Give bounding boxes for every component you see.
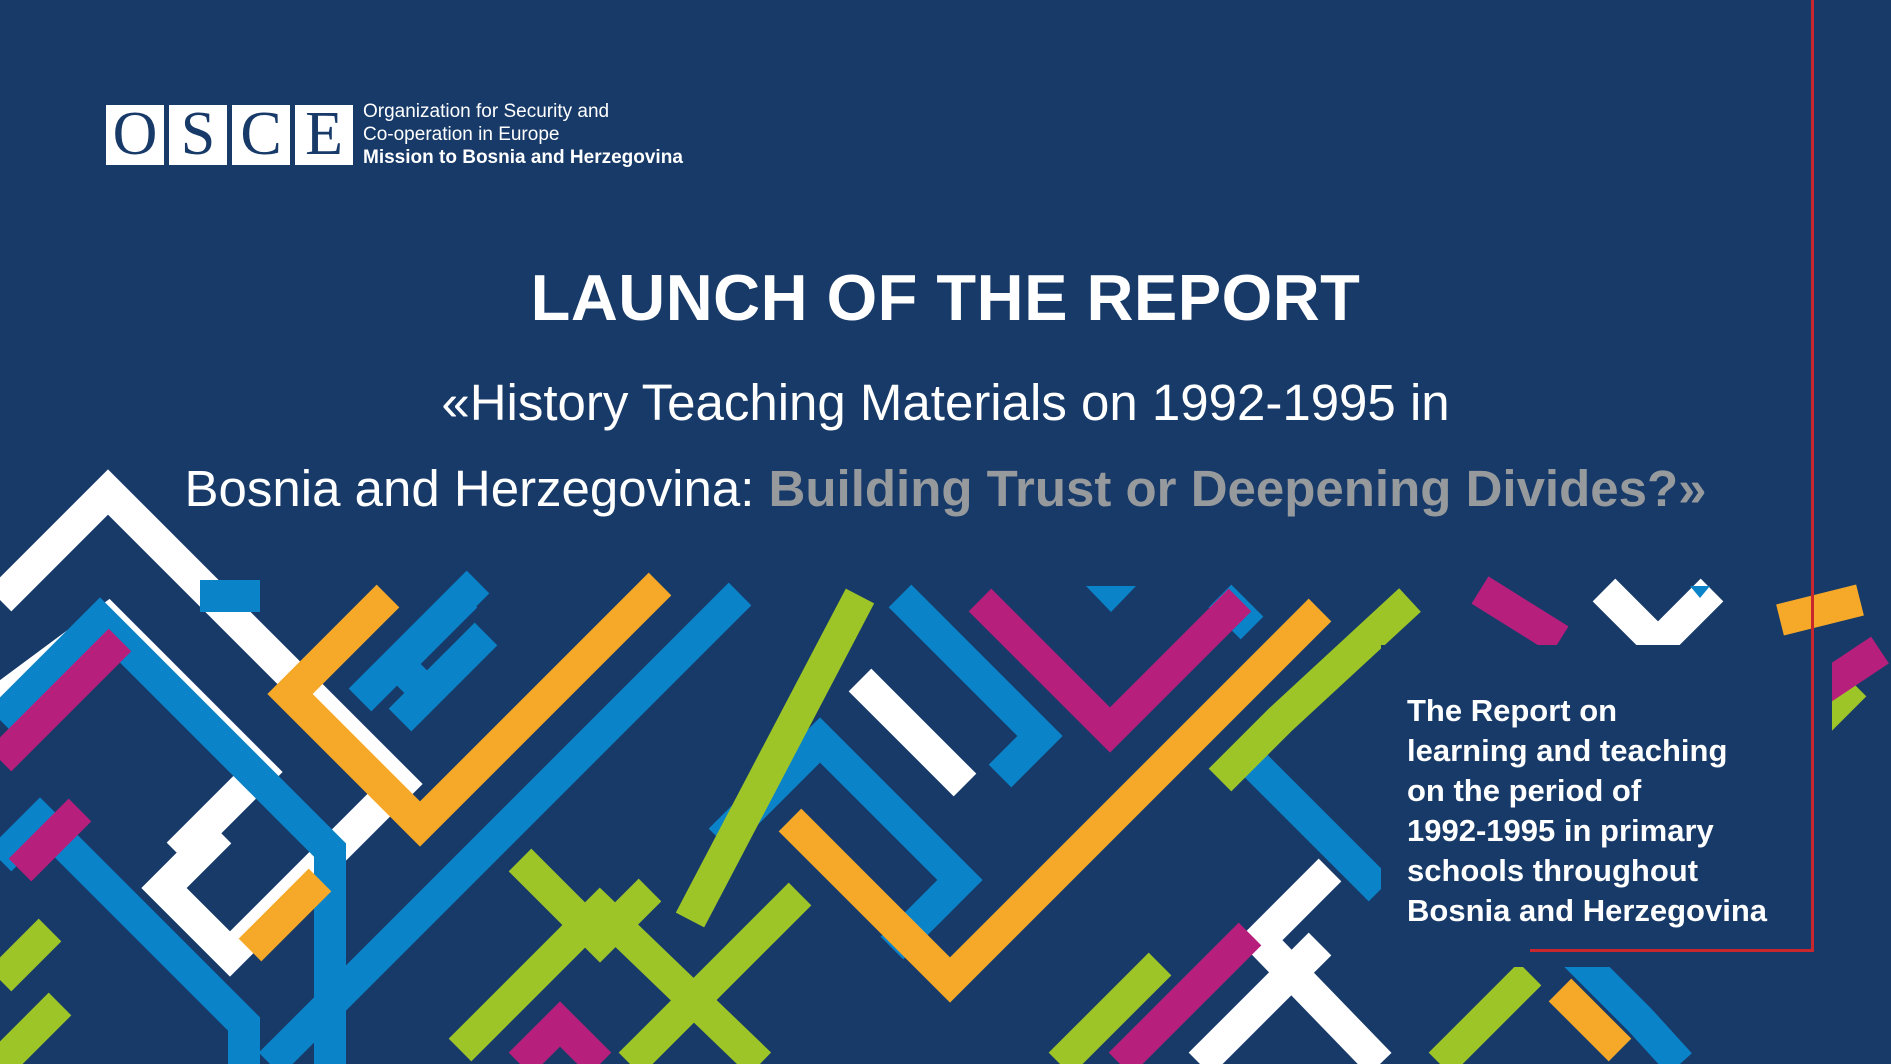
report-description-box bbox=[1381, 645, 1832, 967]
logo-letter-o: O bbox=[106, 105, 164, 165]
red-frame-vertical bbox=[1811, 0, 1814, 952]
osce-logo bbox=[106, 100, 683, 169]
maze-stroke-orange bbox=[290, 584, 660, 824]
report-title-line2-plain: Bosnia and Herzegovina: bbox=[184, 460, 769, 517]
description-line: Bosnia and Herzegovina bbox=[1407, 893, 1768, 928]
report-title-line1: «History Teaching Materials on 1992-1995 in bbox=[441, 374, 1450, 431]
logo-text bbox=[363, 100, 683, 169]
maze-stroke-green bbox=[1440, 974, 1530, 1064]
maze-stroke-green bbox=[0, 930, 50, 980]
page-title: LAUNCH OF THE REPORT bbox=[530, 261, 1361, 334]
description-line: The Report on bbox=[1407, 693, 1618, 728]
report-description bbox=[1407, 691, 1827, 931]
mission-name: Mission to Bosnia and Herzegovina bbox=[363, 147, 683, 168]
maze-stroke-magenta bbox=[1480, 590, 1560, 640]
report-title-line2 bbox=[0, 457, 1891, 521]
description-line: learning and teaching bbox=[1407, 733, 1728, 768]
org-name-line1: Organization for Security and bbox=[363, 101, 610, 122]
description-line: schools throughout bbox=[1407, 853, 1699, 888]
description-line: 1992-1995 in primary bbox=[1407, 813, 1714, 848]
maze-stroke-green bbox=[0, 1004, 60, 1064]
maze-stroke-white bbox=[860, 680, 965, 785]
red-frame-horizontal bbox=[1530, 949, 1814, 952]
maze-stroke-white bbox=[1604, 590, 1712, 644]
logo-letter-e: E bbox=[295, 105, 353, 165]
logo-letter-c: C bbox=[232, 105, 290, 165]
report-title-highlight: Building Trust or Deepening Divides?» bbox=[768, 460, 1707, 517]
org-name-line2: Co-operation in Europe bbox=[363, 124, 560, 145]
description-line: on the period of bbox=[1407, 773, 1642, 808]
maze-triangle-blue bbox=[1086, 586, 1136, 612]
osce-logo-mark bbox=[106, 99, 353, 168]
maze-stroke-orange bbox=[1780, 600, 1860, 620]
logo-letter-s: S bbox=[169, 105, 227, 165]
maze-stroke-magenta bbox=[520, 1024, 600, 1064]
